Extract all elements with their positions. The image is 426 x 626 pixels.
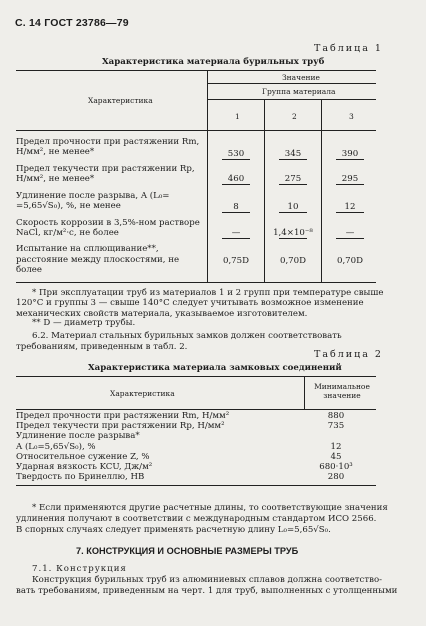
footnote2-line2: удлинения получают в соответствии с международным стандартом ИСО 2566.	[16, 514, 377, 524]
table2-col-characteristic: Характеристика	[110, 389, 175, 398]
table1-row5-v1: 0,75D	[222, 256, 250, 266]
table1-row1-v1: 530	[227, 149, 245, 159]
table1-row4-v1: —	[231, 228, 241, 238]
table2-row1-text: Предел прочности при растяжении Rm, Н/мм²	[16, 411, 230, 421]
table1-group-1: 1	[235, 112, 240, 121]
table1-row4-v3: —	[345, 228, 355, 238]
table1-row1-line2: Н/мм², не менее*	[16, 147, 95, 157]
table1-row5-text: Испытание на сплющивание**, расстояние между плоскостями, не более	[16, 244, 180, 275]
table1-row2-line1: Предел текучести при растяжении Rp,	[16, 164, 195, 174]
section-7-para-line2: вать требованиям, приведенным на черт. 1 для труб, выполненных с утолщенными	[16, 586, 398, 596]
table2-row7-text: Твердость по Бринеллю, НВ	[16, 472, 145, 482]
footnote1-line3: ** D — диаметр трубы.	[32, 318, 136, 328]
section-7-title: 7. КОНСТРУКЦИЯ И ОСНОВНЫЕ РАЗМЕРЫ ТРУБ	[76, 546, 299, 556]
table1-row3-line1: Удлинение после разрыва, A (L₀=	[16, 191, 170, 201]
table1-row2-line2: Н/мм², не менее*	[16, 174, 95, 184]
table2-row2-text: Предел текучести при растяжении Rp, Н/мм²	[16, 421, 225, 431]
table1-row2-v1: 460	[227, 174, 245, 184]
table1-row5-v2: 0,70D	[279, 256, 307, 266]
table1-row3-v3: 12	[344, 202, 356, 212]
table2-title: Характеристика материала замковых соединений	[88, 363, 342, 373]
table2-row6-text: Ударная вязкость KCU, Дж/м²	[16, 462, 153, 472]
table1-col-value: Значение	[282, 73, 320, 82]
table1-col-characteristic: Характеристика	[88, 96, 153, 105]
table2-row6-value: 680·10³	[319, 462, 353, 472]
table2-label: Таблица 2	[314, 349, 383, 360]
table2-row3-text: Удлинение после разрыва*	[16, 431, 140, 441]
table2-row4-text: A (L₀=5,65√S₀), %	[16, 442, 96, 452]
table1-row2-v2: 275	[284, 174, 302, 184]
table1-row3-line2: =5,65√S₀), %, не менее	[16, 201, 121, 211]
table1-row4-line2: NaCl, кг/м²·с, не более	[16, 228, 119, 238]
paragraph-6-2: 6.2. Материал стальных бурильных замков должен соответствовать требованиям, приведенным в табл. 2.	[16, 331, 342, 352]
table2-row4-value: 12	[330, 442, 342, 452]
page-header: С. 14 ГОСТ 23786—79	[15, 17, 129, 29]
table2-row7-value: 280	[327, 472, 345, 482]
table2-row2-value: 735	[327, 421, 345, 431]
table1-row3-v1: 8	[233, 202, 239, 212]
table2-row1-value: 880	[327, 411, 345, 421]
table2-col-min: Минимальное значение	[314, 382, 370, 400]
footnote1-line1: * При эксплуатации труб из материалов 1 и 2 групп при температуре свыше	[32, 288, 384, 298]
section-7-para-line1: Конструкция бурильных труб из алюминиевых сплавов должна соответство-	[32, 575, 383, 585]
table2-row5-value: 45	[330, 452, 342, 462]
footnote2-line3: В спорных случаях следует применять расчетную длину L₀=5,65√S₀.	[16, 525, 331, 535]
section-7-1-heading: 7.1. Конструкция	[32, 564, 127, 574]
table1-group-2: 2	[292, 112, 297, 121]
footnote2-line1: * Если применяются другие расчетные длины, то соответствующие значения	[32, 503, 388, 513]
table1-row1-v3: 390	[341, 149, 359, 159]
table1-row1-line1: Предел прочности при растяжении Rm,	[16, 137, 200, 147]
table1-row4-line1: Скорость коррозии в 3,5%-ном растворе	[16, 218, 200, 228]
table1-row3-v2: 10	[287, 202, 299, 212]
table1-label: Таблица 1	[314, 43, 383, 54]
table1-group-3: 3	[349, 112, 354, 121]
footnote1-line2: 120°С и группы 3 — свыше 140°С следует учитывать возможное изменение механических свойств материала, указываемое изготовителем.	[16, 298, 364, 319]
table2-row5-text: Относительное сужение Z, %	[16, 452, 150, 462]
table1-row1-v2: 345	[284, 149, 302, 159]
table1-col-group: Группа материала	[262, 87, 336, 96]
table1-row4-v2: 1,4×10⁻⁸	[273, 228, 313, 238]
table1-title: Характеристика материала бурильных труб	[102, 57, 325, 67]
table1-row2-v3: 295	[341, 174, 359, 184]
table1-row5-v3: 0,70D	[336, 256, 364, 266]
